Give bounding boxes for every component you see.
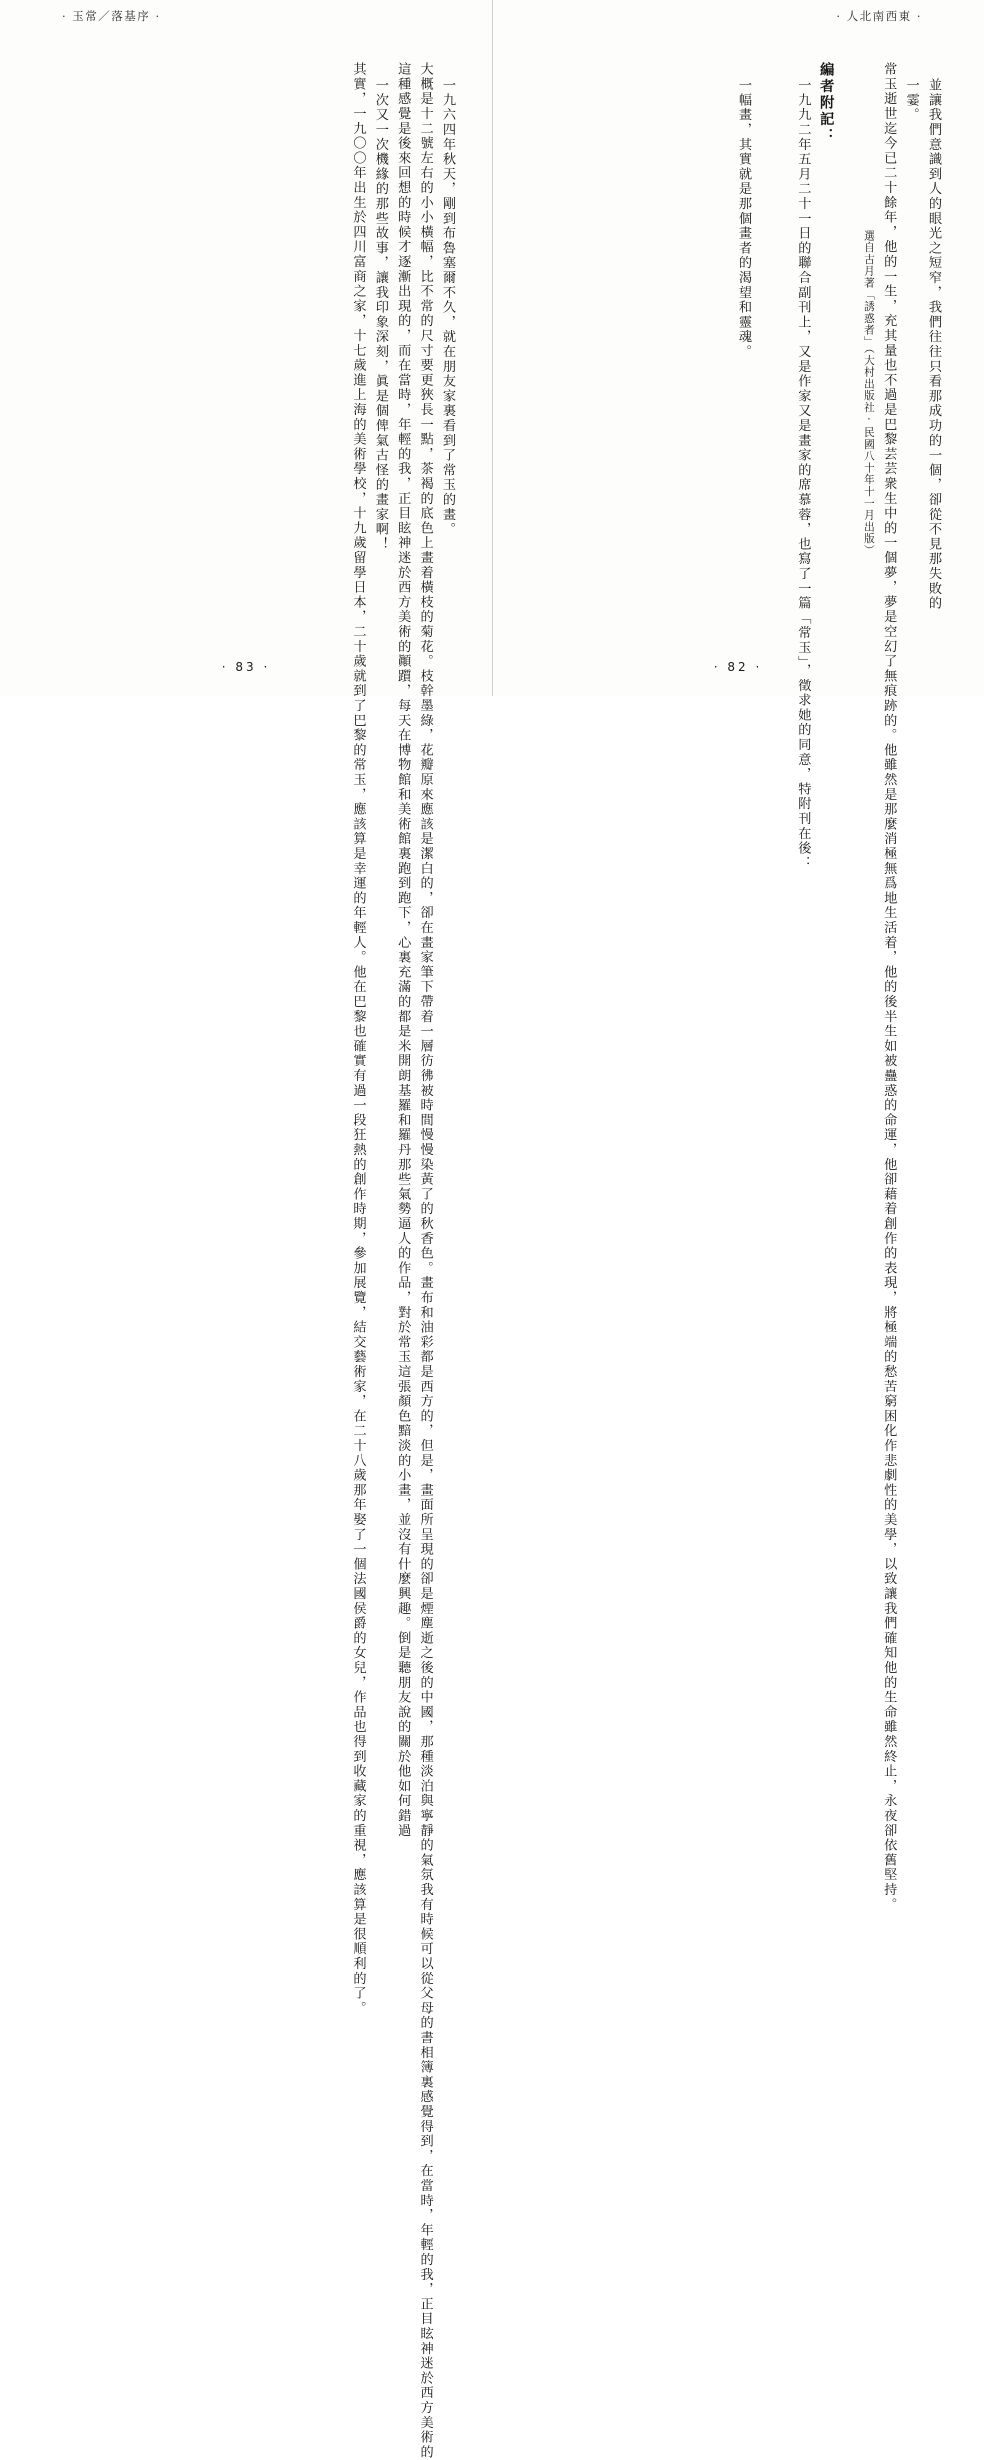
column-gap [839,62,859,644]
right-page-folio: · 82 · [713,660,763,674]
text-column: 一幅畫，其實就是那個畫者的渴望和靈魂。 [736,78,752,360]
text-column: 一九九二年五月二十一日的聯合副刊上，又是作家又是畫家的席慕蓉，也寫了一篇「常玉」，徵求她的同意，特附刊在後： [795,78,811,871]
text-column: 大概是十二號左右的小小橫幅，比不常的尺寸要更狹長一點，茶褐的底色上畫着橫枝的菊花。枝幹墨綠，花瓣原來應該是潔白的，卻在畫家筆下帶着一層彷彿被時間慢慢染黃了的秋香色。畫布和油彩都是西方的，但是，畫面所呈現的卻是煙塵逝之後的中國，那種淡泊與寧靜的氣氛我有時候可以從父母的書相簿裏感覺得到，在當時，年輕的我，正目眩神迷於西方美術的 [417,62,433,2460]
text-column: 其實，一九〇〇年出生於四川富商之家，十七歲進上海的美術學校，十九歲留學日本，二十歲就到了巴黎的常玉，應該算是幸運的年輕人。他在巴黎也確實有過一段狂熱的創作時期，參加展覽，結交藝術家，在二十八歲那年娶了一個法國侯爵的女兒，作品也得到收藏家的重視，應該算是很順利的了。 [350,62,366,2016]
source-note-column: 選自古月著「誘惑者」（大村出版社·民國八十年十一月出版） [862,230,875,557]
editor-note-heading: 編者附記： [817,62,835,144]
right-page-number: 82 [727,660,749,674]
text-column: 一九六四年秋天，剛到布魯塞爾不久，就在朋友家裏看到了常玉的畫。 [440,78,455,537]
left-page-folio: · 83 · [221,660,271,674]
text-column: 常玉逝世迄今已二十餘年，他的一生，充其量也不過是巴黎芸芸衆生中的一個夢，夢是空幻了無痕跡的。他雖然是那麼消極無爲地生活着，他的後半生如被蠱惑的命運，他卻藉着創作的表現，將極端的愁苦窮困化作悲劇性的美學，以致讓我們確知他的生命雖然終止，永夜卻依舊堅持。 [881,62,897,1912]
text-column: 並讓我們意識到人的眼光之短窄，我們往往只看那成功的一個，卻從不見那失敗的 [926,78,941,611]
right-page [492,0,984,1912]
column-gap [755,62,791,644]
text-column: 一次又一次機緣的那些故事，讓我印象深刻，眞是個俾氣古怪的畫家啊！ [372,78,388,552]
text-column: 一霎。 [903,78,919,123]
left-page-running-head: · 玉常／落基序 · [62,9,161,23]
right-page-running-head: · 人北南西東 · [836,9,922,23]
text-column: 這種感覺是後來回想的時候才逐漸出現的，而在當時，年輕的我，正目眩神迷於西方美術的顚躓，每天在博物館和美術館裏跑到跑下，心裏充滿的都是米開朗基羅和羅丹那些氣勢逼人的作品，對於常玉這張顏色黯淡的小畫，並沒有什麼興趣。倒是聽朋友說的關於他如何錯過 [395,62,411,1838]
left-page-number: 83 [235,660,257,674]
